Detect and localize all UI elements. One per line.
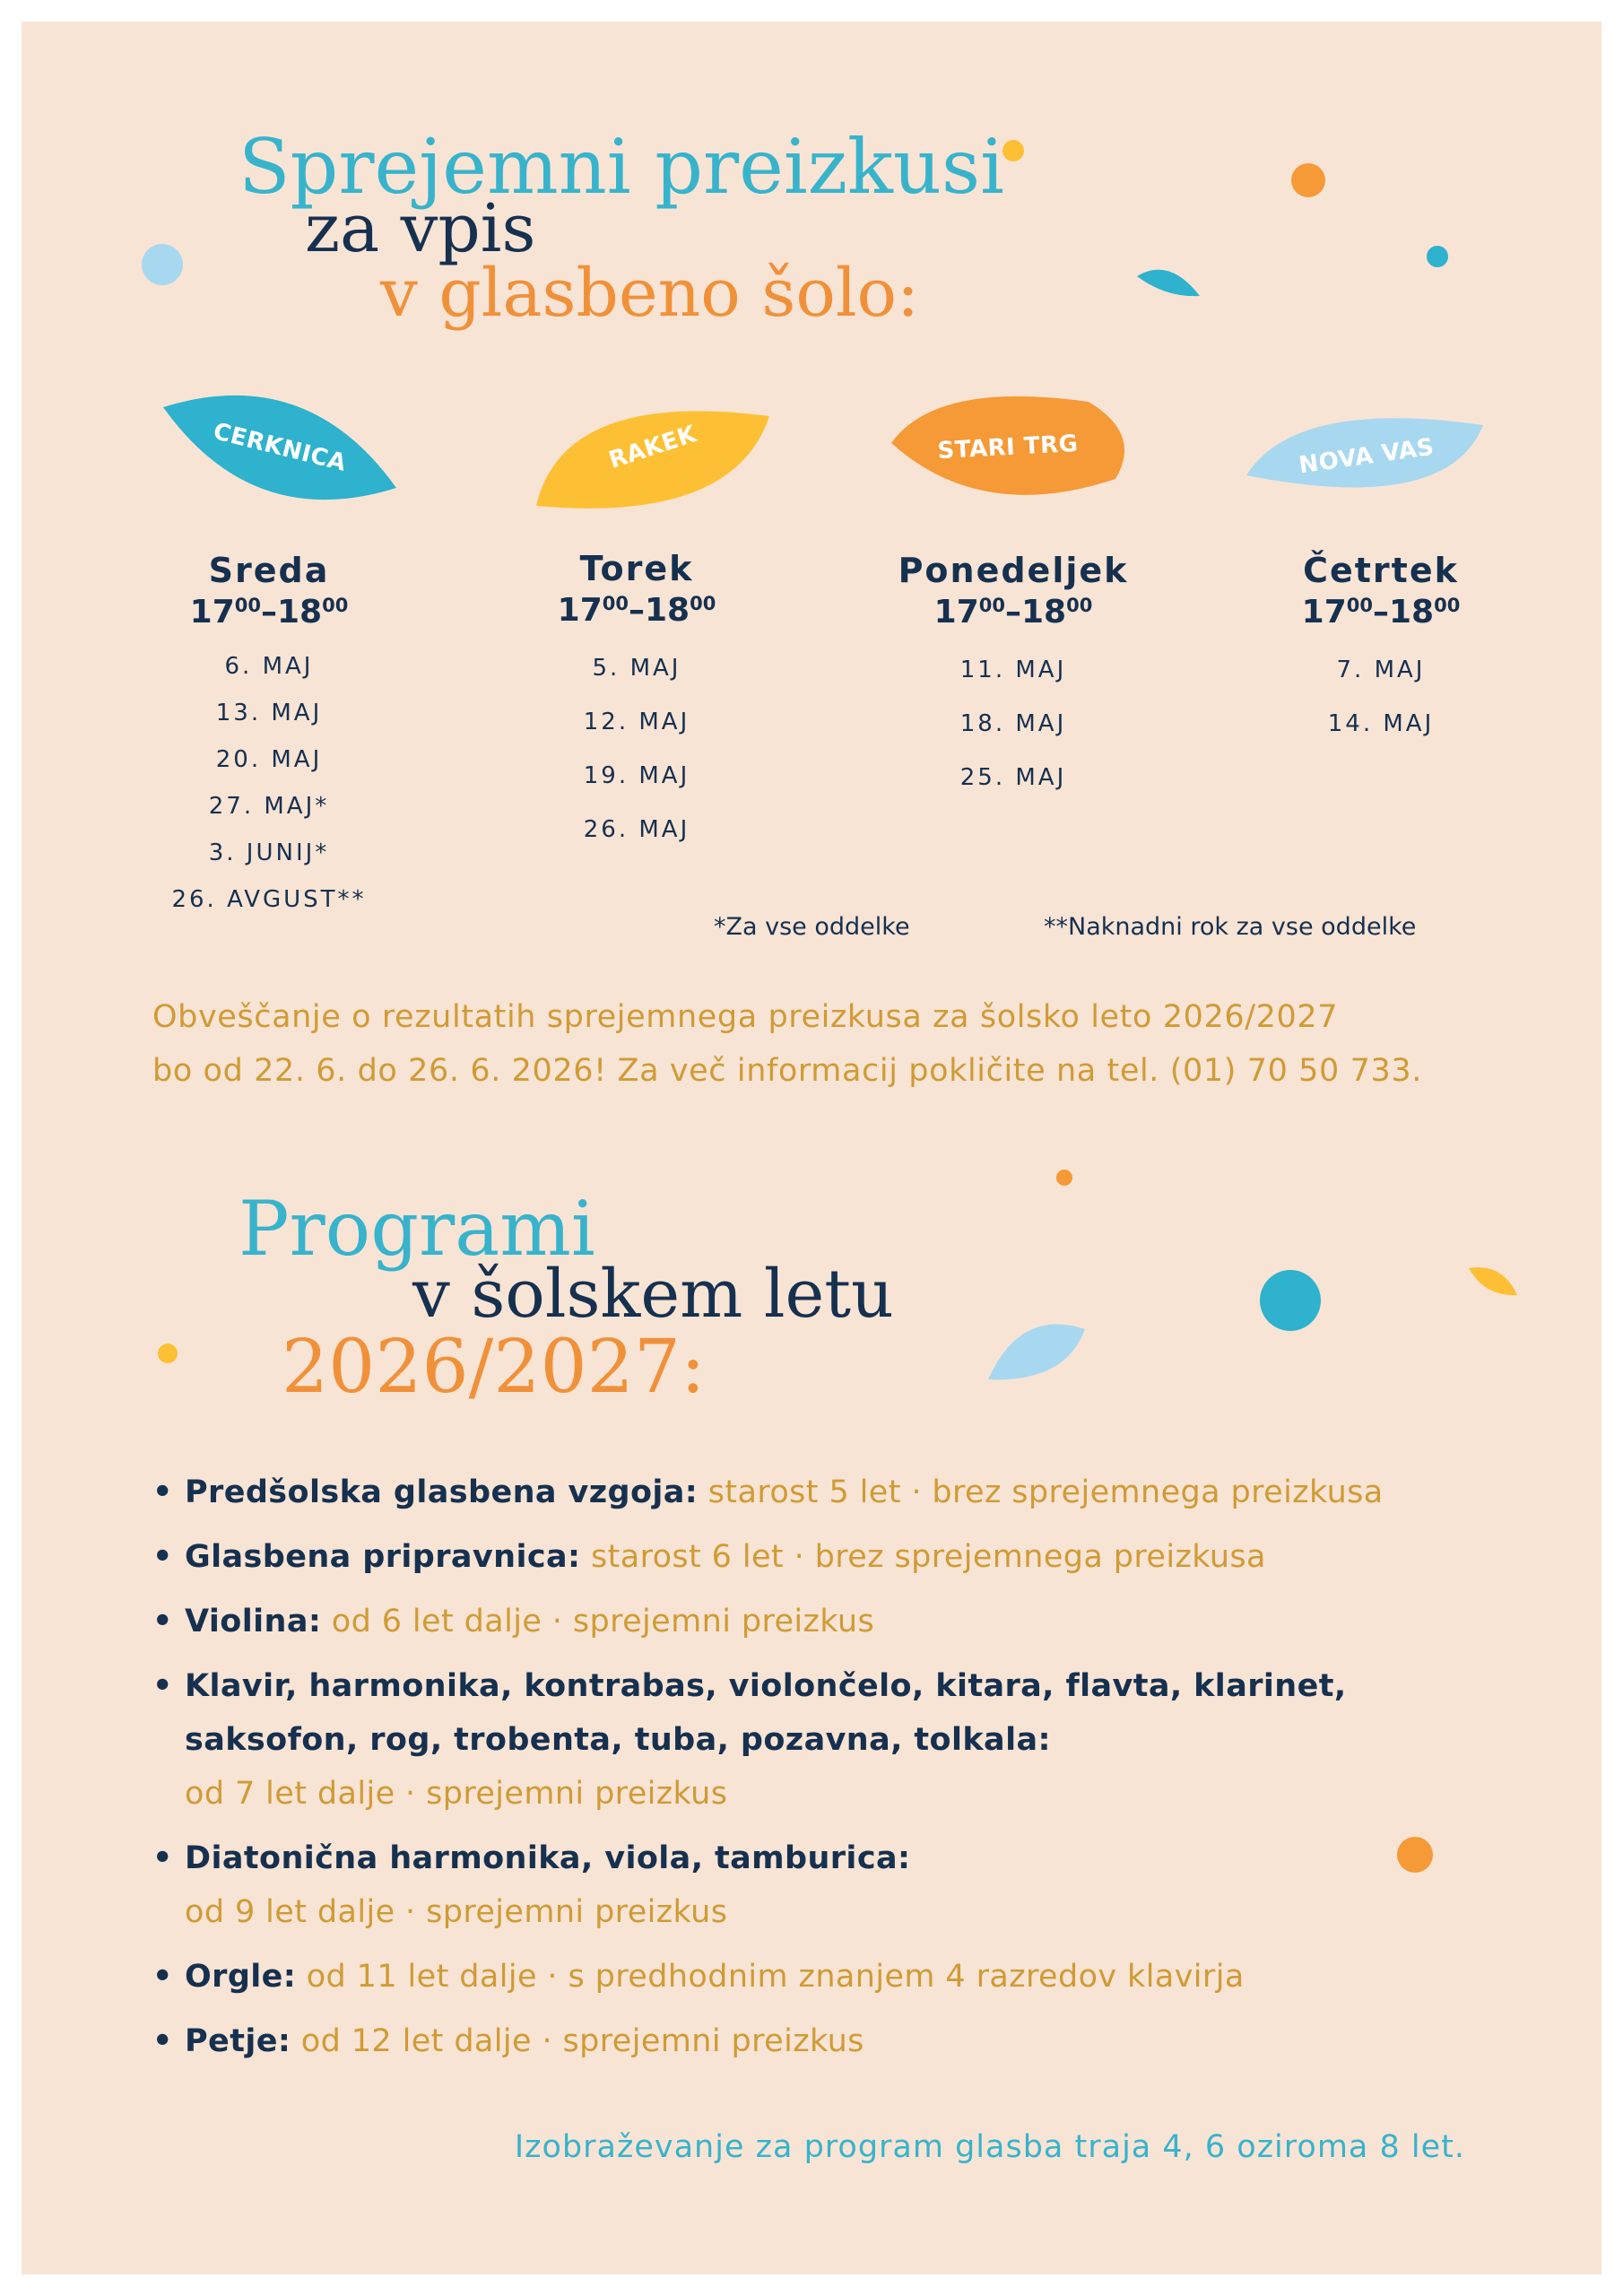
program-name: Glasbena pripravnica:	[185, 1539, 581, 1575]
time: $17^{00}-18^{00}$	[557, 592, 716, 629]
bullet: •	[152, 1474, 173, 1510]
badge-label: NOVA VAS	[1297, 433, 1436, 480]
date-list	[117, 643, 421, 923]
program-item	[152, 1950, 1551, 2004]
date: 3. JUNIJ*	[208, 839, 330, 866]
note-all-departments: *Za vse oddelke	[714, 913, 910, 941]
program-desc: starost 5 let · brez sprejemnega preizkusa	[698, 1474, 1384, 1510]
bullet: •	[152, 1539, 173, 1575]
program-desc: od 9 let dalje · sprejemni preizkus	[185, 1894, 728, 1930]
badge-stari-trg	[882, 380, 1133, 515]
date: 20. MAJ	[215, 746, 323, 773]
program-name: Orgle:	[185, 1959, 297, 1995]
program-desc: starost 6 let · brez sprejemnega preizkusa	[580, 1539, 1266, 1575]
date: 26. AVGUST**	[171, 886, 367, 913]
time: $17^{00}-18^{00}$	[189, 594, 349, 631]
program-name: Petje:	[185, 2023, 291, 2059]
heading1-line1: Sprejemni preizkusi	[239, 123, 1004, 211]
heading2-line1: Programi	[239, 1185, 595, 1273]
results-info-line2: bo od 22. 6. do 26. 6. 2026! Za več informacij pokličite na tel. (01) 70 50 733.	[152, 1053, 1422, 1089]
program-name: Diatonična harmonika, viola, tamburica:	[185, 1840, 911, 1876]
program-list	[152, 1465, 1551, 2079]
day: Sreda	[208, 551, 330, 590]
decor-dot-yellow-small	[158, 1344, 178, 1363]
date-list	[484, 641, 789, 857]
date: 6. MAJ	[224, 653, 314, 680]
bullet: •	[152, 2023, 173, 2059]
program-desc: od 6 let dalje · sprejemni preizkus	[321, 1604, 875, 1639]
decor-dot-orange	[1291, 163, 1325, 197]
badge-label: STARI TRG	[936, 430, 1080, 465]
heading2-line3: 2026/2027:	[282, 1325, 706, 1410]
day: Torek	[579, 549, 694, 588]
schedule-nova-vas	[1228, 551, 1533, 751]
date: 11. MAJ	[959, 657, 1067, 683]
date: 25. MAJ	[959, 764, 1067, 791]
heading1-line2: za vpis	[305, 190, 536, 267]
badge-label: CERKNICA	[210, 418, 350, 477]
program-name: Klavir, harmonika, kontrabas, violončelo, kitara, flavta, klarinet, saksofon, rog, trobenta, tuba, pozavna, tolkala:	[185, 1668, 1347, 1758]
date: 5. MAJ	[592, 655, 681, 682]
program-name: Predšolska glasbena vzgoja:	[185, 1474, 699, 1510]
note-late-deadline: **Naknadni rok za vse oddelke	[1044, 913, 1417, 941]
badge-cerknica	[154, 380, 405, 515]
program-name: Violina:	[185, 1604, 322, 1639]
day: Ponedeljek	[898, 551, 1129, 590]
program-item	[152, 2014, 1551, 2068]
date: 13. MAJ	[215, 700, 323, 726]
date: 26. MAJ	[583, 816, 690, 843]
program-desc: od 12 let dalje · sprejemni preizkus	[291, 2023, 864, 2059]
program-item	[152, 1831, 1551, 1939]
day: Četrtek	[1303, 551, 1459, 590]
decor-leaf-yellow	[1467, 1265, 1521, 1300]
date: 14. MAJ	[1327, 710, 1435, 737]
bullet: •	[152, 1840, 173, 1876]
program-item	[152, 1595, 1551, 1648]
time: $17^{00}-18^{00}$	[933, 594, 1093, 631]
date-list	[1228, 643, 1533, 751]
program-item	[152, 1465, 1551, 1519]
schedule-rakek	[484, 549, 789, 857]
heading1-line3: v glasbeno šolo:	[380, 255, 920, 332]
decor-leaf-blue	[985, 1313, 1092, 1385]
schedule-cerknica	[117, 551, 421, 923]
date: 27. MAJ*	[208, 793, 330, 820]
decor-dot-orange-small	[1056, 1170, 1072, 1186]
badge-nova-vas	[1241, 389, 1492, 524]
results-info	[152, 990, 1515, 1098]
decor-dot-yellow	[1002, 140, 1024, 161]
program-desc: od 11 let dalje · s predhodnim znanjem 4 razredov klavirja	[296, 1959, 1245, 1995]
date: 7. MAJ	[1336, 657, 1426, 683]
results-info-line1: Obveščanje o rezultatih sprejemnega preizkusa za šolsko leto 2026/2027	[152, 999, 1339, 1035]
program-desc: od 7 let dalje · sprejemni preizkus	[185, 1776, 728, 1812]
date: 12. MAJ	[583, 709, 690, 735]
program-duration-note: Izobraževanje za program glasba traja 4, 6 oziroma 8 let.	[514, 2129, 1465, 2165]
badge-label: RAKEK	[605, 421, 700, 474]
decor-dot-blue	[142, 244, 183, 285]
bullet: •	[152, 1668, 173, 1704]
date: 19. MAJ	[583, 762, 690, 789]
schedule-stari-trg	[861, 551, 1166, 804]
program-item	[152, 1659, 1458, 1821]
program-item	[152, 1530, 1551, 1584]
badge-rakek	[527, 380, 778, 515]
decor-dot-teal	[1427, 246, 1448, 267]
date-list	[861, 643, 1166, 804]
bullet: •	[152, 1604, 173, 1639]
bullet: •	[152, 1959, 173, 1995]
decor-leaf-teal	[1133, 262, 1205, 303]
poster	[22, 22, 1601, 2274]
date: 18. MAJ	[959, 710, 1067, 737]
heading2-line2: v šolskem letu	[412, 1256, 894, 1333]
time: $17^{00}-18^{00}$	[1301, 594, 1461, 631]
decor-dot-teal-large	[1260, 1270, 1321, 1331]
